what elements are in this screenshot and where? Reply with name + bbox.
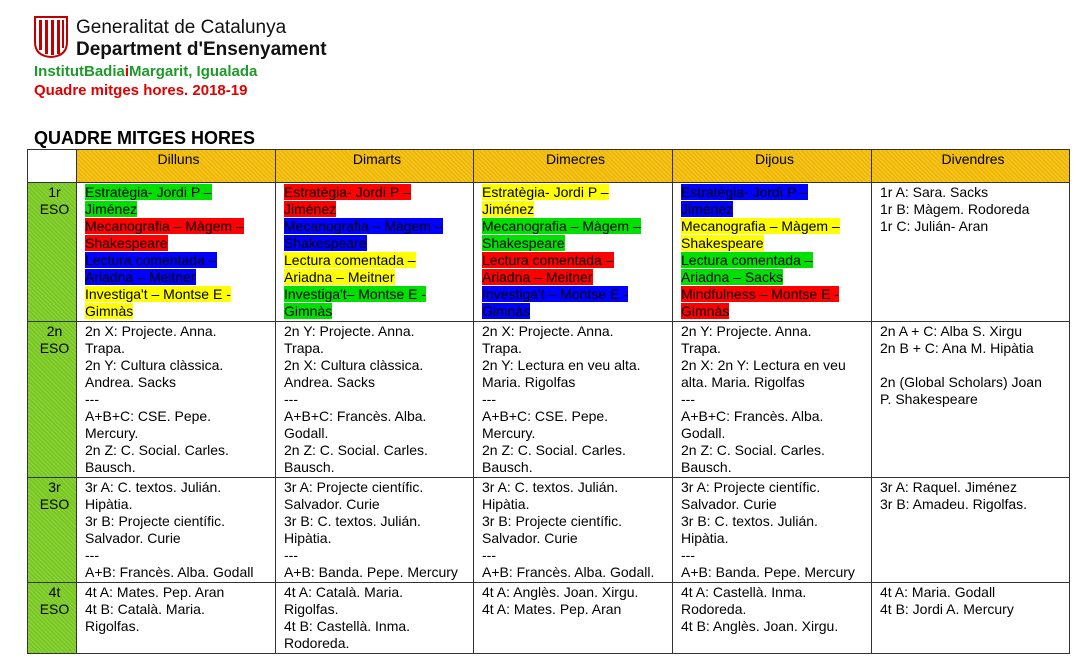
schedule-line (681, 584, 868, 601)
schedule-text: Bausch. (482, 459, 533, 475)
schedule-line (880, 323, 1066, 340)
highlighted-text: Jiménez (681, 201, 734, 217)
schedule-line (284, 459, 470, 476)
schedule-line (482, 391, 669, 408)
schedule-text: A+B+C: Francès. Alba. (681, 408, 824, 424)
schedule-line (284, 323, 470, 340)
schedule-cell-dimecres (474, 322, 673, 478)
schedule-line (681, 496, 868, 513)
schedule-line (284, 584, 470, 601)
schedule-text: 4t A: Català. Maria. (284, 584, 404, 600)
schedule-text: 2n Y: Projecte. Anna. (284, 323, 415, 339)
level-cell (28, 583, 77, 654)
schedule-text: 3r A: Projecte científic. (681, 479, 821, 495)
schedule-line (880, 496, 1066, 513)
schedule-line (284, 442, 470, 459)
schedule-line (482, 530, 669, 547)
schedule-cell-dilluns (77, 183, 276, 322)
schedule-line (681, 303, 868, 320)
schedule-text: Godall. (284, 425, 329, 441)
schedule-line (482, 513, 669, 530)
schedule-cell-dimecres (474, 478, 673, 583)
schedule-line (681, 286, 868, 303)
schedule-text: 1r C: Julián- Aran (880, 218, 989, 234)
day-header-dilluns: Dilluns (77, 150, 276, 183)
schedule-line (284, 286, 470, 303)
schedule-text: Trapa. (284, 340, 324, 356)
schedule-text: Salvador. Curie (284, 496, 380, 512)
schedule-text: Hipàtia. (284, 530, 332, 546)
schedule-line (85, 442, 272, 459)
schedule-line (284, 564, 470, 581)
level-label: 2n (46, 323, 63, 339)
schedule-line (681, 601, 868, 618)
schedule-text: 2n X: 2n Y: Lectura en veu (681, 357, 846, 373)
schedule-row (28, 322, 1070, 478)
highlighted-text: Mecanografia – Màgem – (85, 218, 244, 234)
schedule-line (85, 618, 272, 635)
highlighted-text: Gimnàs (284, 303, 333, 319)
schedule-line (880, 584, 1066, 601)
highlighted-text: Investiga't – Montse E - (85, 286, 231, 302)
document-subtitle: Quadre mitges hores. 2018-19 (34, 82, 248, 99)
level-cell (28, 478, 77, 583)
schedule-line (284, 601, 470, 618)
schedule-line (85, 252, 272, 269)
schedule-cell-dilluns (77, 583, 276, 654)
schedule-line (482, 303, 669, 320)
schedule-line (284, 184, 470, 201)
schedule-line (284, 547, 470, 564)
schedule-line (880, 201, 1066, 218)
schedule-text: Bausch. (85, 459, 136, 475)
schedule-text: 3r A: Raquel. Jiménez (880, 479, 1017, 495)
schedule-line (85, 235, 272, 252)
schedule-text: Trapa. (85, 340, 125, 356)
schedule-text: A+B+C: CSE. Pepe. (85, 408, 212, 424)
schedule-line (85, 269, 272, 286)
highlighted-text: Ariadna – Meitner (482, 269, 593, 285)
schedule-text: Andrea. Sacks (85, 374, 177, 390)
schedule-text: 2n Z: C. Social. Carles. (681, 442, 825, 458)
schedule-cell-divendres (872, 183, 1070, 322)
schedule-line (681, 530, 868, 547)
schedule-text: 4t B: Anglès. Joan. Xirgu. (681, 618, 839, 634)
schedule-line (85, 391, 272, 408)
schedule-text: Salvador. Curie (482, 530, 578, 546)
schedule-line (482, 442, 669, 459)
schedule-line (85, 184, 272, 201)
highlighted-text: Lectura comentada – (284, 252, 416, 268)
highlighted-text: Shakespeare (85, 235, 168, 251)
institute-name-part2: Badia (84, 63, 125, 80)
schedule-line (482, 323, 669, 340)
schedule-text: Hipàtia. (85, 496, 133, 512)
schedule-text: 4t B: Català. Maria. (85, 601, 205, 617)
schedule-text: 2n X: Projecte. Anna. (85, 323, 217, 339)
schedule-line (880, 601, 1066, 618)
schedule-line (85, 547, 272, 564)
schedule-text: Hipàtia. (681, 530, 729, 546)
schedule-cell-dimarts (276, 183, 474, 322)
schedule-line (85, 357, 272, 374)
highlighted-text: Lectura comentada – (85, 252, 217, 268)
schedule-line (284, 269, 470, 286)
schedule-line (482, 547, 669, 564)
schedule-line (880, 218, 1066, 235)
catalonia-coat-of-arms-icon (34, 16, 68, 58)
day-header-divendres: Divendres (872, 150, 1070, 183)
schedule-table (27, 149, 1070, 654)
schedule-text: 4t A: Anglès. Joan. Xirgu. (482, 584, 639, 600)
schedule-line (681, 547, 868, 564)
schedule-line (85, 340, 272, 357)
schedule-text: 2n X: Cultura clàssica. (284, 357, 424, 373)
schedule-line (880, 357, 1066, 374)
schedule-text: --- (284, 547, 298, 563)
highlighted-text: Investiga't– Montse E - (284, 286, 426, 302)
schedule-text: A+B: Banda. Pepe. Mercury (284, 564, 458, 580)
schedule-line (681, 235, 868, 252)
schedule-text: Andrea. Sacks (284, 374, 376, 390)
schedule-line (482, 584, 669, 601)
highlighted-text: Estratègia- Jordi P – (284, 184, 411, 200)
schedule-line (85, 513, 272, 530)
schedule-line (284, 530, 470, 547)
schedule-text: Bausch. (681, 459, 732, 475)
highlighted-text: Jiménez (284, 201, 337, 217)
schedule-text: 3r B: C. textos. Julián. (681, 513, 818, 529)
schedule-cell-divendres (872, 478, 1070, 583)
schedule-line (482, 357, 669, 374)
level-label: 3r (48, 479, 61, 495)
institute-name-part1: Institut (34, 63, 84, 80)
highlighted-text: Estratègia- Jordi P – (482, 184, 609, 200)
schedule-line (681, 442, 868, 459)
schedule-line (482, 252, 669, 269)
schedule-text: alta. Maria. Rigolfas (681, 374, 805, 390)
highlighted-text: Gimnàs (85, 303, 134, 319)
schedule-text: --- (681, 547, 695, 563)
schedule-line (681, 391, 868, 408)
schedule-line (85, 564, 272, 581)
highlighted-text: Shakespeare (284, 235, 367, 251)
schedule-text: 1r A: Sara. Sacks (880, 184, 989, 200)
highlighted-text: Gimnàs (681, 303, 730, 319)
schedule-text: A+B: Banda. Pepe. Mercury (681, 564, 855, 580)
schedule-row (28, 183, 1070, 322)
schedule-row (28, 478, 1070, 583)
schedule-line (482, 340, 669, 357)
schedule-text: 4t B: Jordi A. Mercury (880, 601, 1014, 617)
schedule-text: 1r B: Màgem. Rodoreda (880, 201, 1030, 217)
schedule-text: --- (85, 547, 99, 563)
schedule-text: 3r B: Projecte científic. (85, 513, 226, 529)
schedule-line (482, 374, 669, 391)
schedule-line (85, 530, 272, 547)
schedule-line (681, 425, 868, 442)
schedule-text: Rodoreda. (681, 601, 747, 617)
schedule-line (681, 340, 868, 357)
level-label: ESO (39, 340, 70, 356)
schedule-line (482, 184, 669, 201)
highlighted-text: Investiga't – Montse E - (482, 286, 628, 302)
schedule-line (85, 408, 272, 425)
schedule-line (284, 201, 470, 218)
schedule-cell-dimecres (474, 583, 673, 654)
schedule-line (681, 357, 868, 374)
schedule-line (85, 496, 272, 513)
schedule-text: --- (482, 391, 496, 407)
schedule-line (681, 459, 868, 476)
schedule-line (880, 479, 1066, 496)
schedule-line (284, 496, 470, 513)
highlighted-text: Mecanografia – Màgem – (681, 218, 840, 234)
highlighted-text: Lectura comentada – (482, 252, 614, 268)
schedule-text: Trapa. (681, 340, 721, 356)
day-header-row (28, 150, 1070, 183)
level-label: ESO (39, 601, 70, 617)
schedule-line (284, 479, 470, 496)
schedule-line (681, 564, 868, 581)
schedule-text: Hipàtia. (482, 496, 530, 512)
highlighted-text: Estratègia- Jordi P – (85, 184, 212, 200)
schedule-text: Godall. (681, 425, 726, 441)
schedule-line (482, 479, 669, 496)
schedule-line (284, 252, 470, 269)
schedule-text: 3r A: C. textos. Julián. (85, 479, 222, 495)
schedule-line (482, 235, 669, 252)
schedule-line (284, 218, 470, 235)
schedule-cell-dijous (673, 583, 872, 654)
schedule-cell-divendres (872, 322, 1070, 478)
schedule-text: 4t B: Castellà. Inma. (284, 618, 411, 634)
schedule-text: A+B: Francès. Alba. Godall. (482, 564, 655, 580)
schedule-line (284, 374, 470, 391)
schedule-line (681, 218, 868, 235)
schedule-text: 3r B: Amadeu. Rigolfas. (880, 496, 1028, 512)
schedule-line (284, 391, 470, 408)
schedule-line (880, 340, 1066, 357)
schedule-line (482, 459, 669, 476)
schedule-line (284, 618, 470, 635)
schedule-line (681, 201, 868, 218)
schedule-text: 4t A: Castellà. Inma. (681, 584, 807, 600)
schedule-text: 4t A: Mates. Pep. Aran (482, 601, 622, 617)
schedule-text: --- (482, 547, 496, 563)
schedule-line (681, 408, 868, 425)
schedule-text: Rodoreda. (284, 635, 350, 651)
schedule-line (482, 269, 669, 286)
schedule-line (482, 218, 669, 235)
schedule-text: 2n Y: Lectura en veu alta. (482, 357, 641, 373)
schedule-line (284, 357, 470, 374)
schedule-line (85, 286, 272, 303)
schedule-text: 2n Y: Cultura clàssica. (85, 357, 224, 373)
schedule-text: 3r A: Projecte científic. (284, 479, 424, 495)
corner-cell (28, 150, 77, 183)
schedule-line (85, 425, 272, 442)
org-name-line2: Department d'Ensenyament (76, 39, 327, 60)
institute-name-part3: i (124, 63, 130, 80)
schedule-line (681, 323, 868, 340)
highlighted-text: Jiménez (482, 201, 535, 217)
schedule-line (284, 303, 470, 320)
schedule-text: 3r A: C. textos. Julián. (482, 479, 619, 495)
schedule-text: --- (85, 391, 99, 407)
schedule-line (284, 408, 470, 425)
institute-name-part4: Margarit, Igualada (129, 63, 258, 80)
highlighted-text: Shakespeare (681, 235, 764, 251)
schedule-line (85, 459, 272, 476)
schedule-cell-dilluns (77, 478, 276, 583)
schedule-line (482, 496, 669, 513)
highlighted-text: Ariadna – Sacks (681, 269, 783, 285)
schedule-line (482, 408, 669, 425)
highlighted-text: Ariadna – Meitner (284, 269, 395, 285)
highlighted-text: Estratègia- Jordi P – (681, 184, 808, 200)
schedule-line (880, 391, 1066, 408)
schedule-line (880, 184, 1066, 201)
schedule-line (284, 425, 470, 442)
schedule-cell-dilluns (77, 322, 276, 478)
schedule-text: Rigolfas. (284, 601, 339, 617)
schedule-text: Trapa. (482, 340, 522, 356)
highlighted-text: Mecanografia – Màgem – (284, 218, 443, 234)
schedule-line (284, 513, 470, 530)
schedule-cell-dijous (673, 478, 872, 583)
schedule-line (681, 269, 868, 286)
schedule-text: Bausch. (284, 459, 335, 475)
schedule-text: 2n Z: C. Social. Carles. (284, 442, 428, 458)
highlighted-text: Shakespeare (482, 235, 565, 251)
schedule-text: 2n Z: C. Social. Carles. (482, 442, 626, 458)
schedule-row (28, 583, 1070, 654)
schedule-line (85, 323, 272, 340)
schedule-cell-dimarts (276, 583, 474, 654)
schedule-line (880, 374, 1066, 391)
schedule-line (482, 601, 669, 618)
schedule-line (482, 425, 669, 442)
schedule-text: 4t A: Mates. Pep. Aran (85, 584, 225, 600)
highlighted-text: Jiménez (85, 201, 138, 217)
schedule-text: 2n Z: C. Social. Carles. (85, 442, 229, 458)
schedule-text: 3r B: Projecte científic. (482, 513, 623, 529)
highlighted-text: Mindfulness – Montse E - (681, 286, 839, 302)
schedule-text: 2n A + C: Alba S. Xirgu (880, 323, 1023, 339)
schedule-line (681, 618, 868, 635)
level-label: ESO (39, 496, 70, 512)
schedule-line (85, 601, 272, 618)
level-cell (28, 322, 77, 478)
schedule-line (681, 479, 868, 496)
level-label: 1r (48, 184, 61, 200)
schedule-cell-dimarts (276, 322, 474, 478)
schedule-line (482, 286, 669, 303)
level-cell (28, 183, 77, 322)
table-heading: QUADRE MITGES HORES (34, 128, 256, 148)
institute-name (34, 63, 257, 80)
schedule-line (284, 635, 470, 652)
level-label: 4t (48, 584, 61, 600)
schedule-line (85, 201, 272, 218)
schedule-text: Salvador. Curie (681, 496, 777, 512)
schedule-text: 3r B: C. textos. Julián. (284, 513, 421, 529)
schedule-line (85, 218, 272, 235)
schedule-text: Rigolfas. (85, 618, 140, 634)
schedule-cell-dijous (673, 322, 872, 478)
schedule-text: A+B+C: CSE. Pepe. (482, 408, 609, 424)
day-header-dimarts: Dimarts (276, 150, 474, 183)
schedule-text: 2n X: Projecte. Anna. (482, 323, 614, 339)
highlighted-text: Lectura comentada – (681, 252, 813, 268)
schedule-line (681, 513, 868, 530)
schedule-cell-divendres (872, 583, 1070, 654)
schedule-line (681, 184, 868, 201)
schedule-line (85, 479, 272, 496)
schedule-cell-dimarts (276, 478, 474, 583)
schedule-line (681, 252, 868, 269)
schedule-line (284, 235, 470, 252)
level-label: ESO (39, 201, 70, 217)
schedule-text: A+B+C: Francès. Alba. (284, 408, 427, 424)
schedule-text: Mercury. (85, 425, 139, 441)
highlighted-text: Gimnàs (482, 303, 531, 319)
highlighted-text: Mecanografia – Màgem – (482, 218, 641, 234)
day-header-dijous: Dijous (673, 150, 872, 183)
highlighted-text: Ariadna – Meitner (85, 269, 196, 285)
schedule-text: --- (681, 391, 695, 407)
day-header-dimecres: Dimecres (474, 150, 673, 183)
schedule-line (85, 303, 272, 320)
schedule-text: Maria. Rigolfas (482, 374, 576, 390)
schedule-text: --- (284, 391, 298, 407)
schedule-text: Salvador. Curie (85, 530, 181, 546)
schedule-line (85, 584, 272, 601)
org-name-line1: Generalitat de Catalunya (76, 17, 287, 38)
schedule-text: P. Shakespeare (880, 391, 978, 407)
schedule-text: 4t A: Maria. Godall (880, 584, 996, 600)
schedule-text: 2n B + C: Ana M. Hipàtia (880, 340, 1034, 356)
schedule-cell-dimecres (474, 183, 673, 322)
schedule-cell-dijous (673, 183, 872, 322)
schedule-line (482, 201, 669, 218)
schedule-text: Mercury. (482, 425, 536, 441)
schedule-text: 2n (Global Scholars) Joan (880, 374, 1042, 390)
schedule-text: 2n Y: Projecte. Anna. (681, 323, 812, 339)
schedule-line (284, 340, 470, 357)
schedule-line (85, 374, 272, 391)
schedule-text: A+B: Francès. Alba. Godall (85, 564, 254, 580)
schedule-line (681, 374, 868, 391)
schedule-line (482, 564, 669, 581)
